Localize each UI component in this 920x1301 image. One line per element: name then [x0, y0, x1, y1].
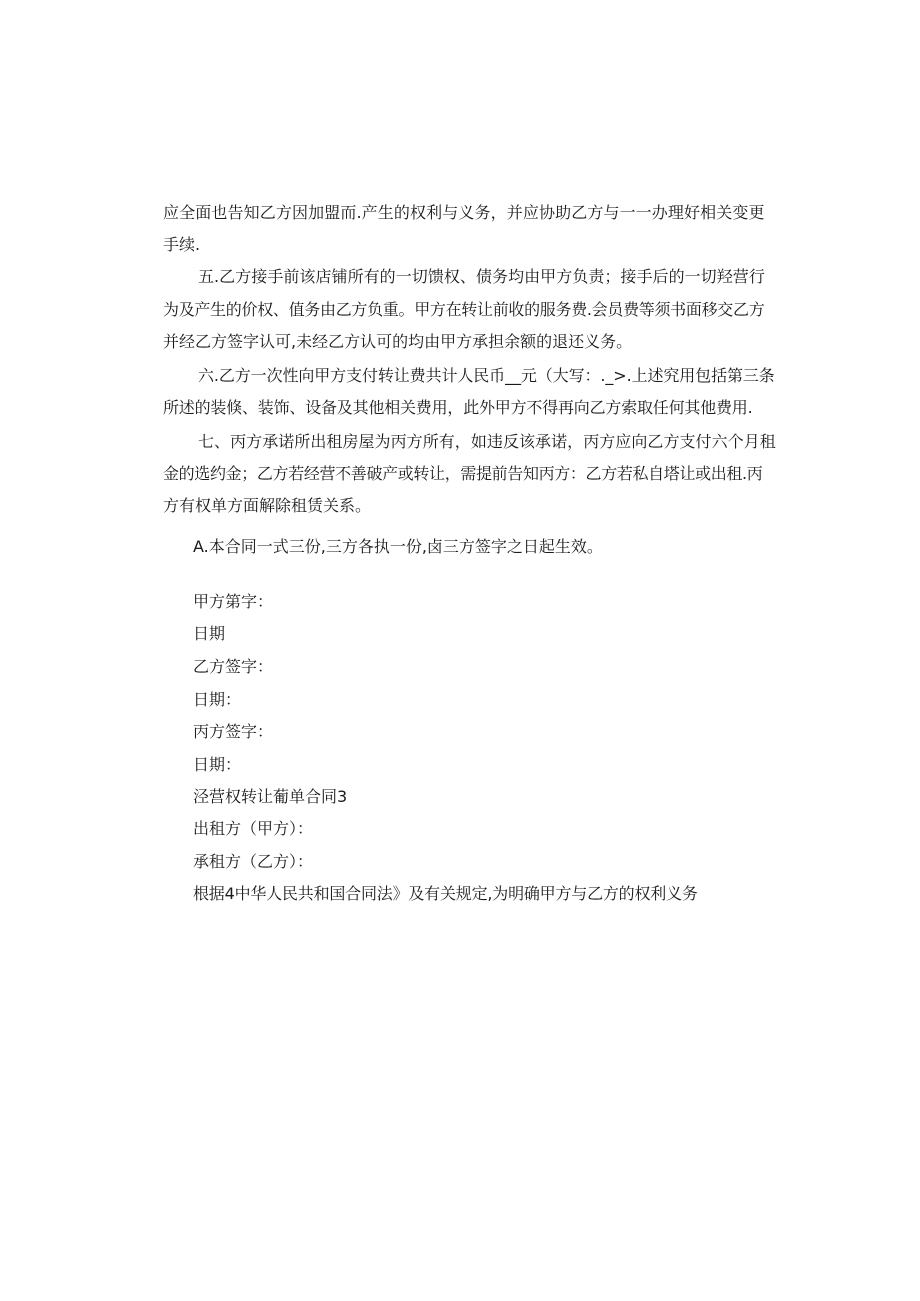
clause-7-line: 金的选约金；乙方若经营不善破产或转让，需提前告知丙方：乙方若私自塔让或出租.丙	[163, 464, 763, 483]
lessor-label: 出租方（甲方）：	[193, 819, 314, 838]
clause-5-line: 五.乙方接手前该店铺所有的一切馈权、债务均由甲方负责；接手后的一切羟营行	[198, 267, 765, 286]
paragraph-line: 应全面也告知乙方因加盟而.产生的权利与义务，并应协助乙方与一一办理好相关变更	[163, 203, 765, 222]
clause-5-line: 为及产生的价权、值务由乙方负重。甲方在转让前收的服务费.会员费等须书面移交乙方	[163, 300, 765, 319]
party-a-signature-label: 甲方第字：	[193, 592, 274, 611]
lessee-label: 承租方（乙方）：	[193, 852, 314, 871]
clause-6-line: 所述的装倏、装饰、设备及其他相关费用，此外甲方不得再向乙方索取任何其他费用.	[163, 398, 753, 417]
clause-7-line: 方有权单方面解除租赁关系。	[163, 496, 372, 515]
party-a-date-label: 日期	[193, 624, 226, 643]
clause-6-line: 六.乙方一次性向甲方支付转让费共计人民币__元（大写：._>.上述究用包括第三条	[198, 366, 775, 385]
paragraph-line: 手续.	[163, 235, 201, 254]
party-c-signature-label: 丙方签字：	[193, 722, 274, 741]
party-b-date-label: 日期：	[193, 690, 242, 709]
clause-7-line: 七、丙方承诺所出租房屋为丙方所有，如违反该承诺，丙方应向乙方支付六个月租	[198, 432, 776, 451]
contract-title: 泾营权转让葡单合同3	[193, 787, 348, 806]
contract-preamble: 根据4中华人民共和国合同法》及有关规定,为明确甲方与乙方的权利义务	[193, 884, 698, 903]
party-b-signature-label: 乙方签字：	[193, 657, 274, 676]
party-c-date-label: 日期：	[193, 755, 242, 774]
clause-8-line: A.本合同一式三份,三方各执一份,卤三方签字之日起生效。	[193, 537, 603, 556]
clause-5-line: 并经乙方签字认可,未经乙方认可的均由甲方承担余额的退还义务。	[163, 332, 633, 351]
